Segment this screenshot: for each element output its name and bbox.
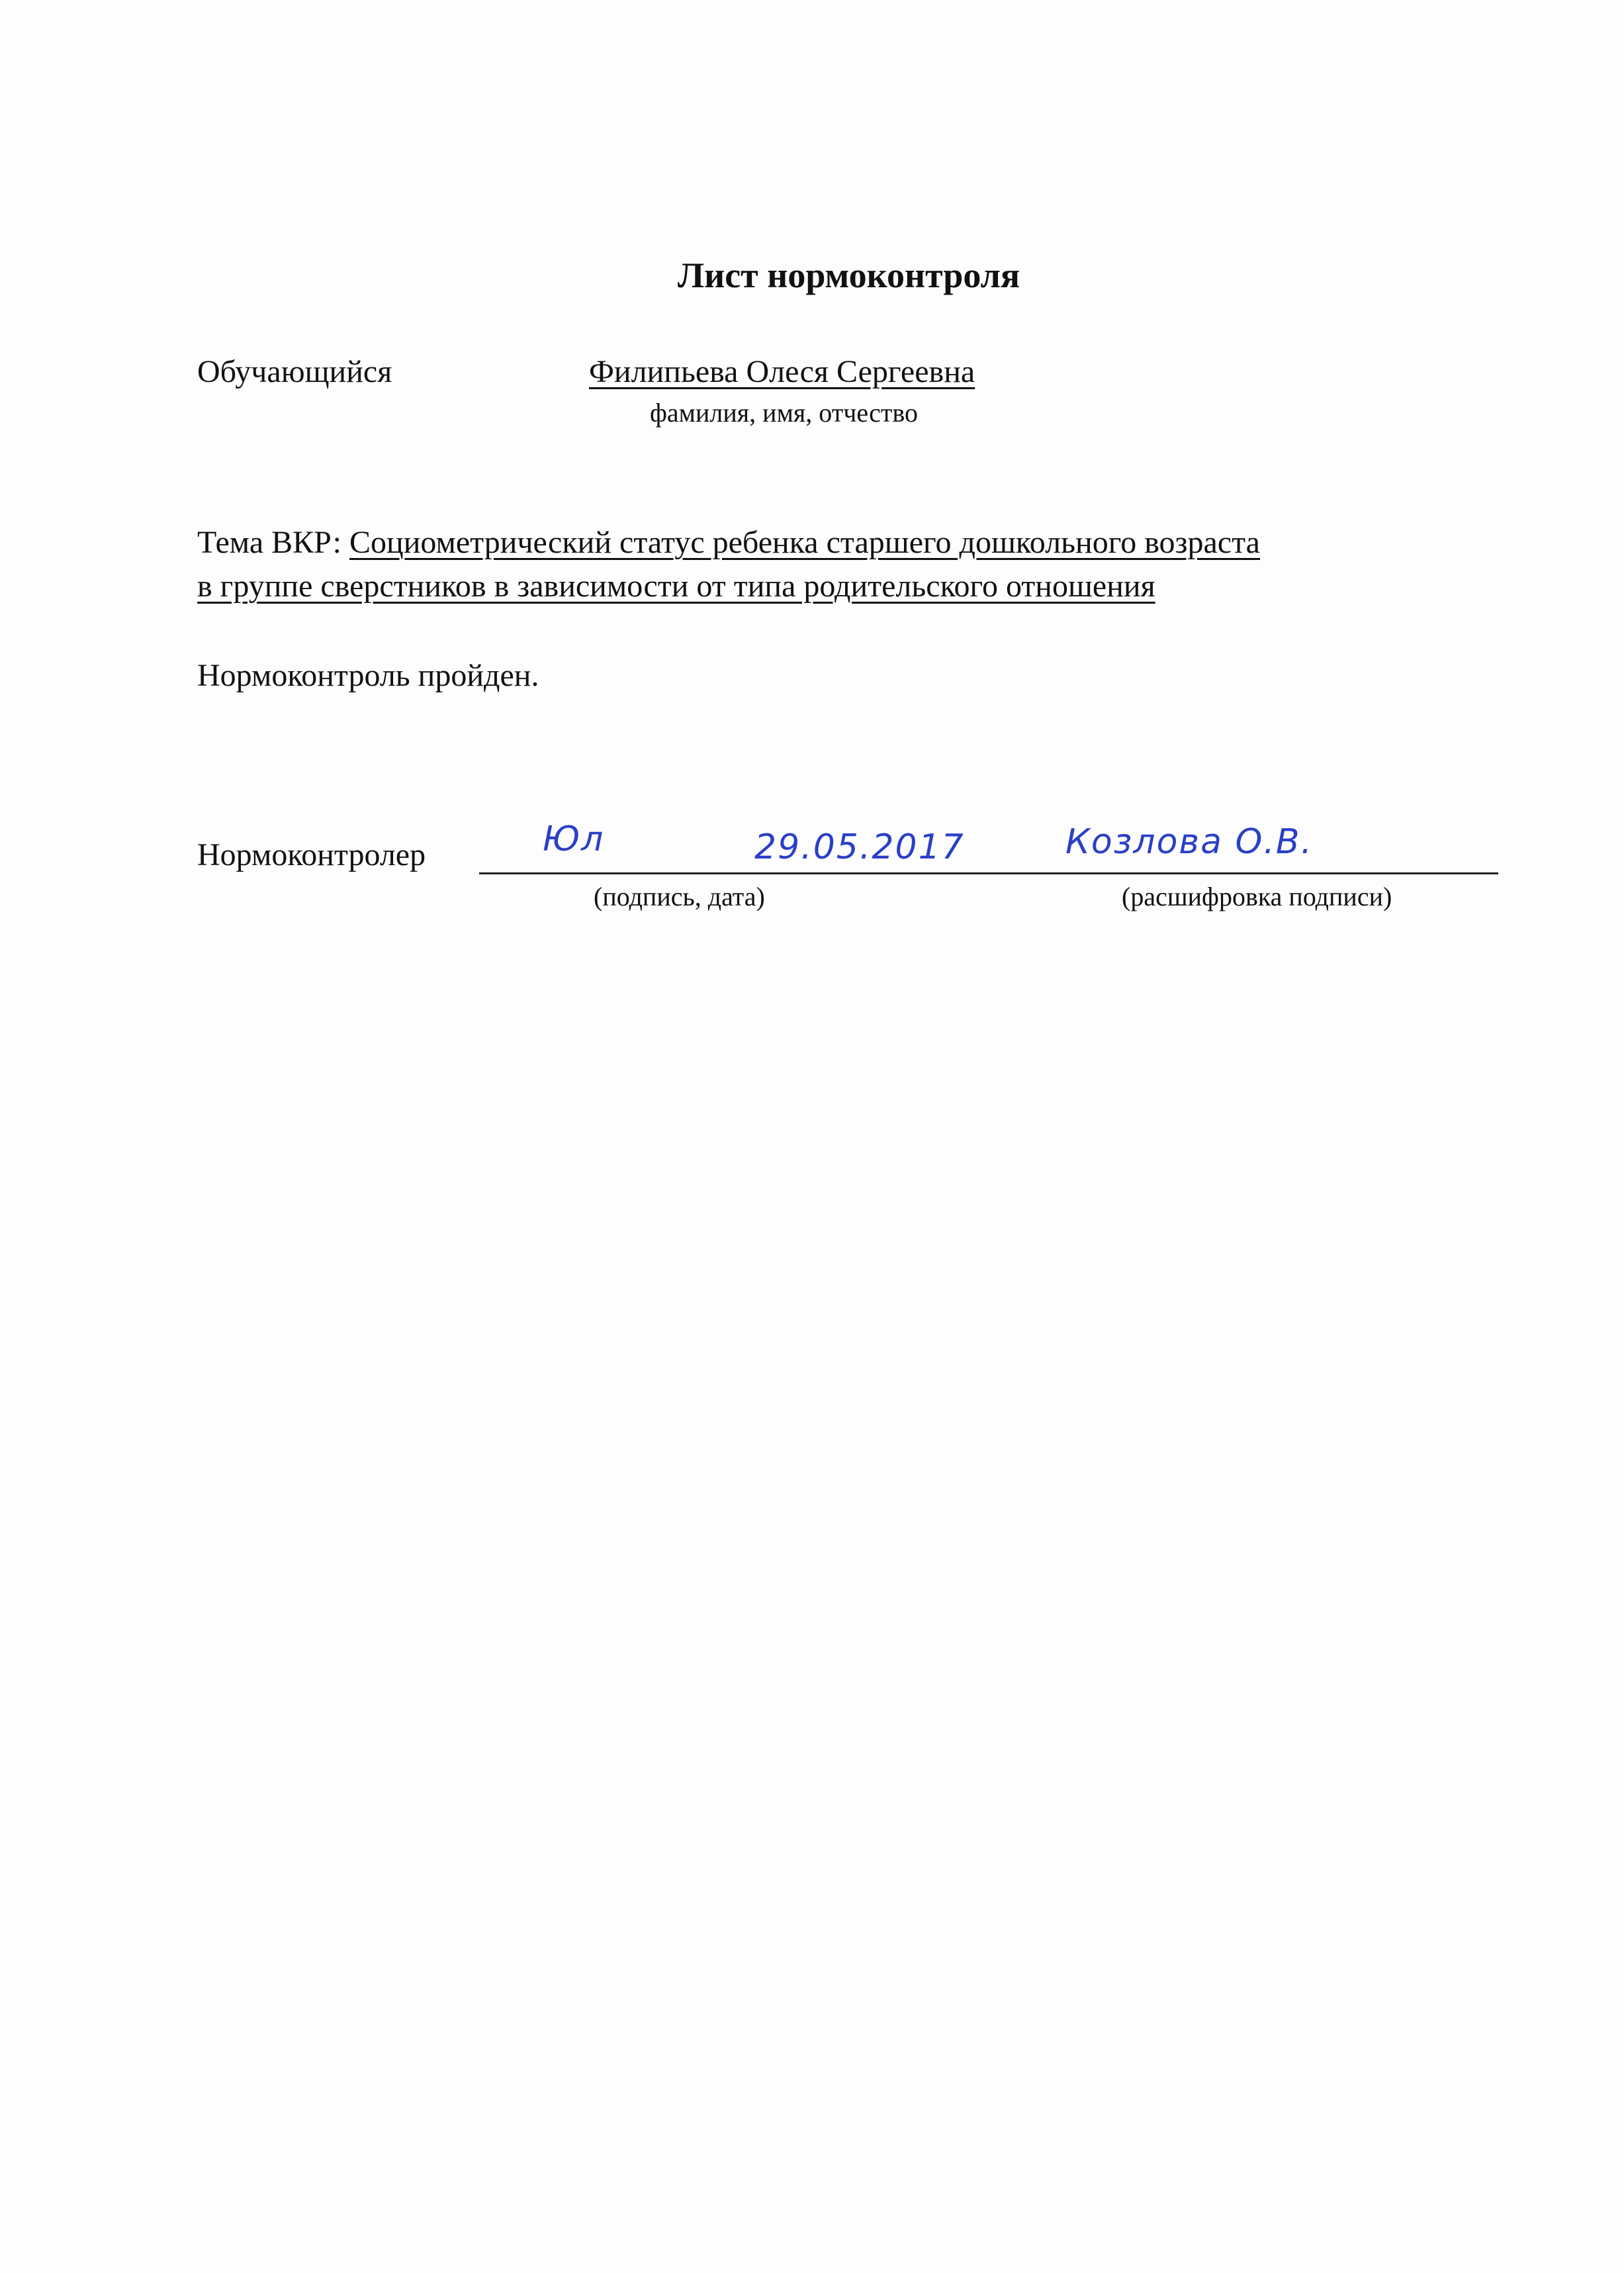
caption-name: (расшифровка подписи) (1122, 882, 1392, 911)
student-label: Обучающийся (197, 354, 392, 389)
handwritten-name: Козлова О.В. (1065, 822, 1314, 862)
controller-label: Нормоконтролер (197, 837, 426, 872)
topic-line-1 (197, 527, 1260, 559)
student-caption: фамилия, имя, отчество (650, 398, 918, 428)
handwritten-signature: Юл (543, 819, 605, 859)
caption-signature: (подпись, дата) (594, 882, 765, 911)
status-text: Нормоконтроль пройден. (197, 658, 539, 693)
handwritten-date: 29.05.2017 (754, 827, 965, 867)
topic-text-2: в группе сверстников в зависимости от типа родительского отношения (197, 569, 1155, 604)
signature-line (479, 872, 1498, 874)
topic-label: Тема ВКР: (197, 525, 341, 560)
student-name: Филипьева Олеся Сергеевна (589, 354, 975, 389)
topic-text-1: Социометрический статус ребенка старшего дошкольного возраста (349, 525, 1260, 560)
page-title: Лист нормоконтроля (677, 255, 1020, 295)
